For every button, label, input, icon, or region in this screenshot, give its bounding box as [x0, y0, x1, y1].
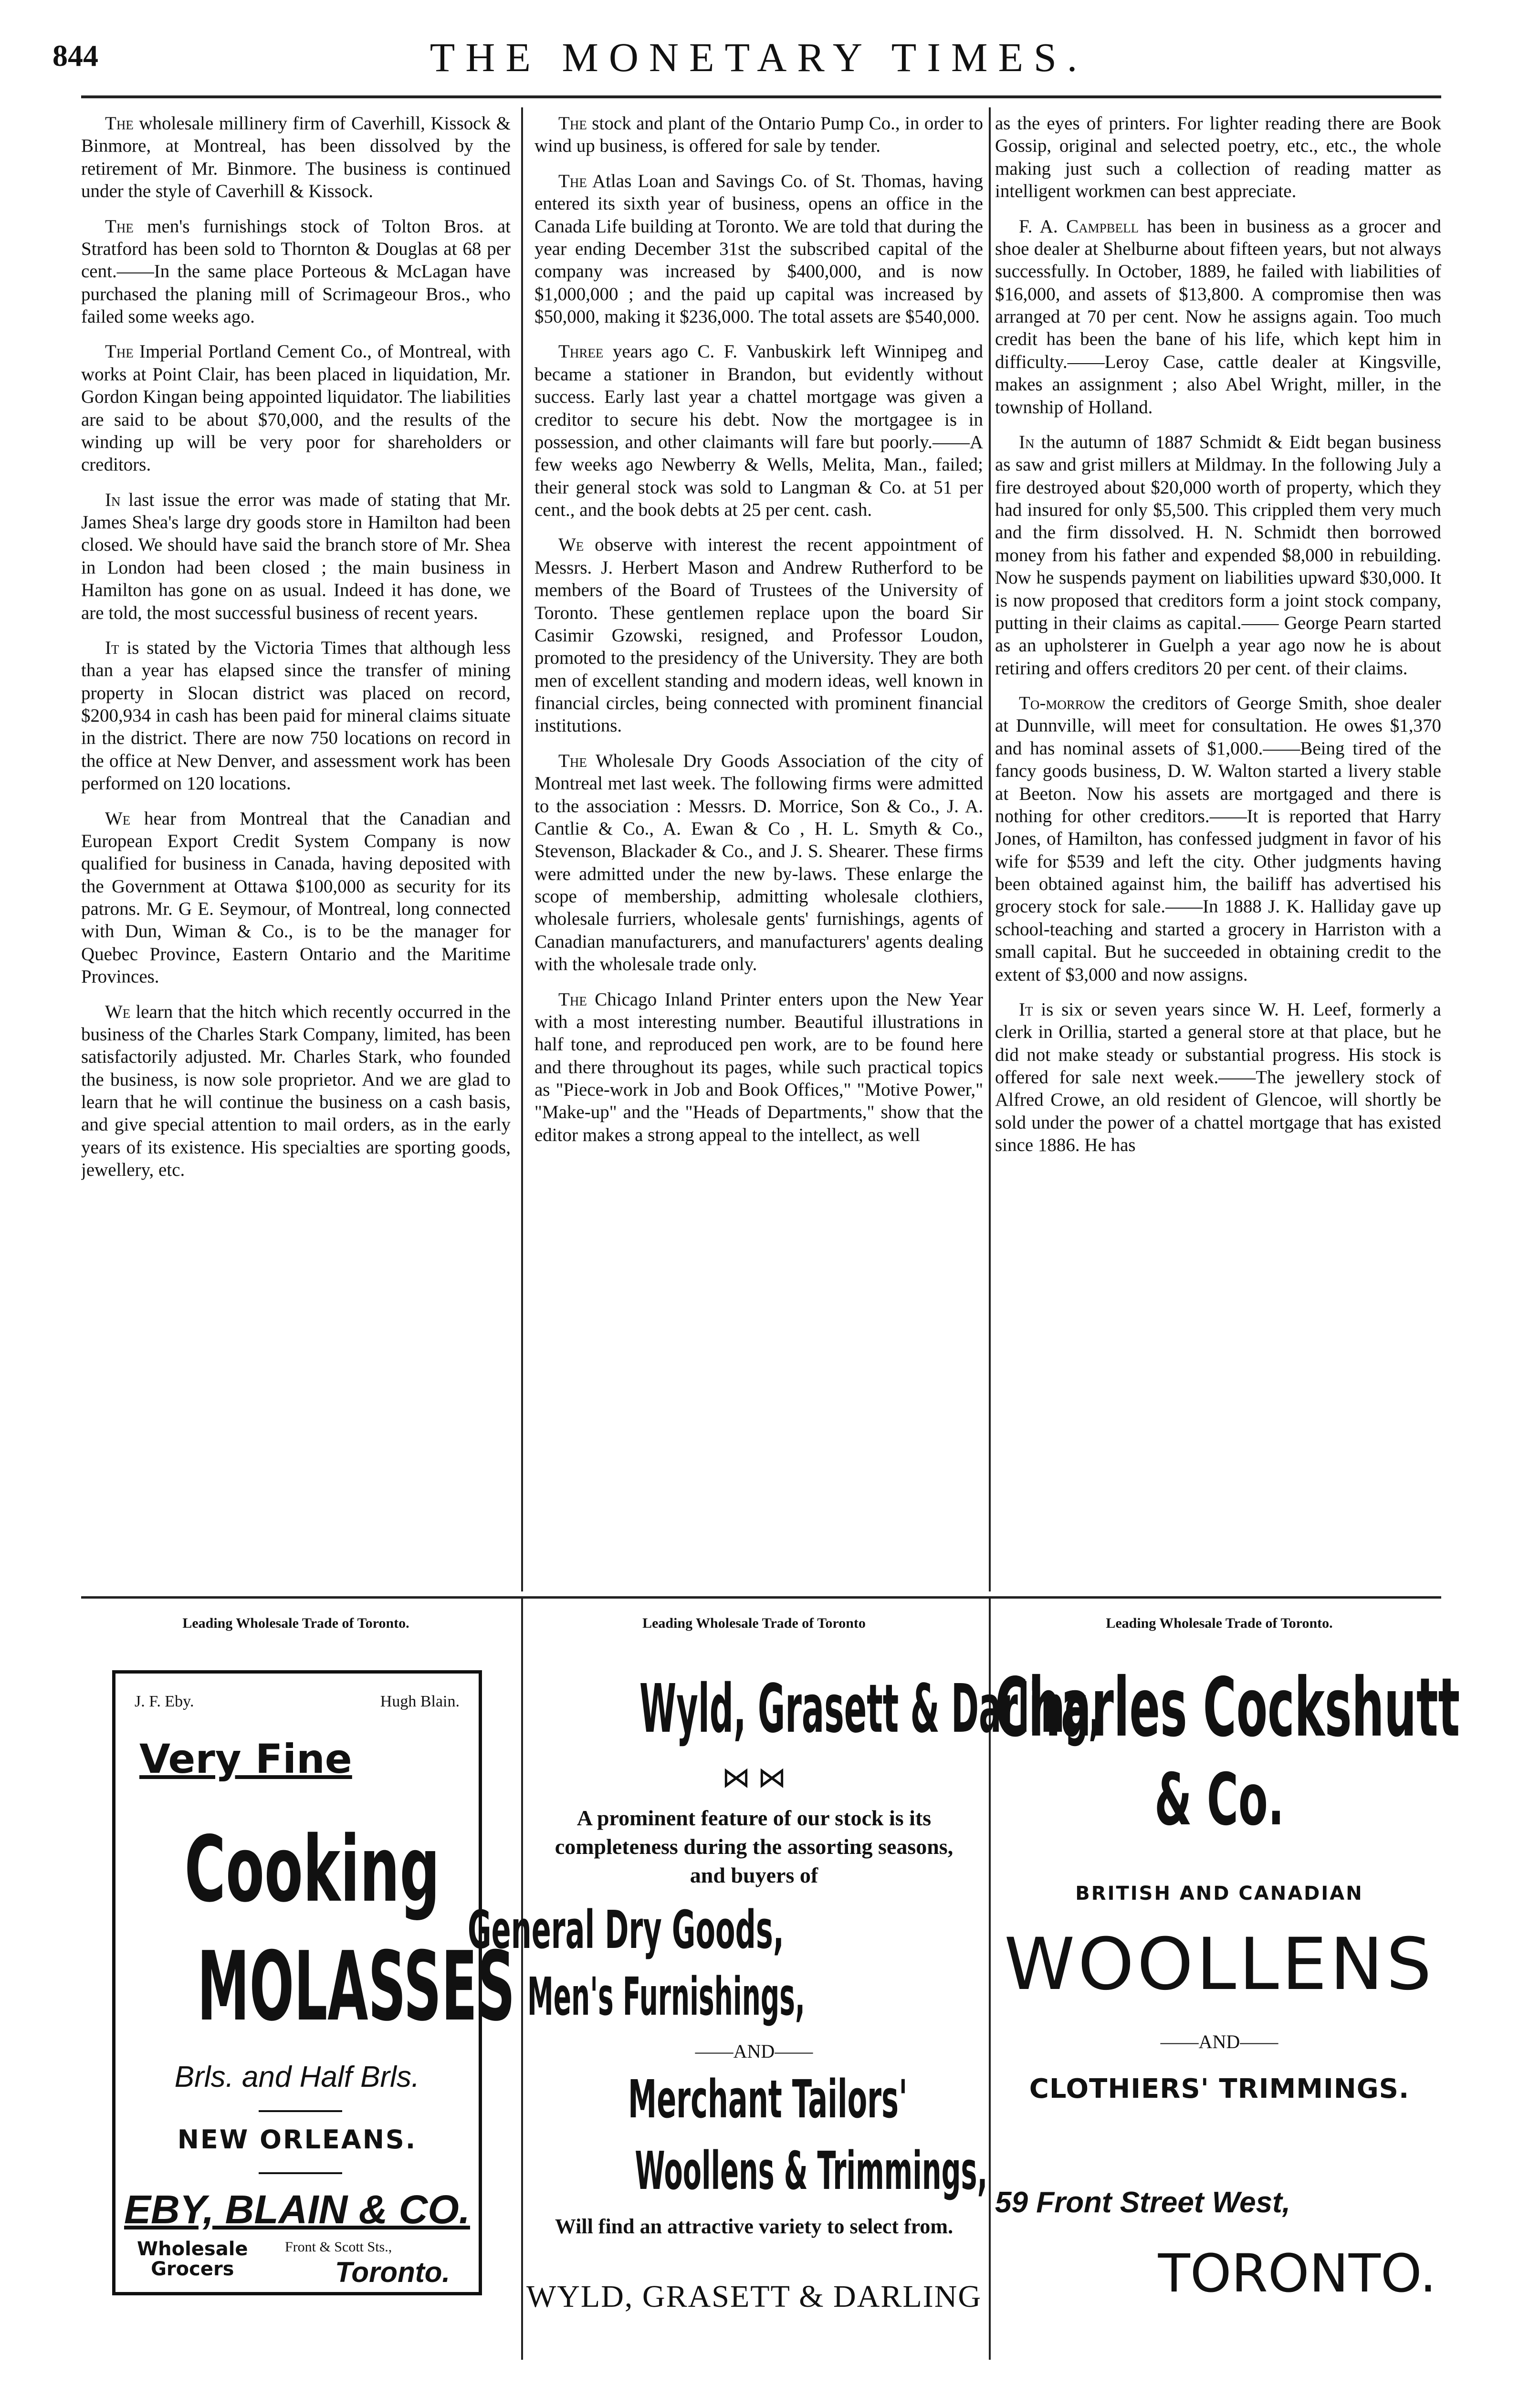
ad-divider — [521, 1596, 523, 2360]
ad-and: ——AND—— — [695, 2041, 813, 2062]
ad-line: General Dry Goods, — [468, 1899, 784, 1960]
ad-product-line: CLOTHIERS' TRIMMINGS. — [1029, 2073, 1410, 2104]
ad-heading: Leading Wholesale Trade of Toronto. — [182, 1615, 409, 1631]
paragraph-lead: We — [105, 808, 131, 829]
ad-trade-line: Wholesale — [137, 2238, 248, 2260]
article-paragraph — [81, 489, 511, 624]
ad-line: Men's Furnishings, — [527, 1966, 805, 2027]
ad-closing-text: Will find an attractive variety to select from. — [555, 2215, 953, 2238]
paragraph-text: last issue the error was made of stating that Mr. James Shea's large dry goods store in Hamilton had been closed. We should have said the branch store of Mr. Shea in London had been closed ; the main business in Hamilton has gone on as usual. Indeed it has done, we are told, the most successful business of recent years. — [81, 489, 511, 623]
paragraph-lead: The — [558, 750, 587, 771]
paragraph-lead: It — [105, 637, 119, 658]
ad-tagline: Very Fine — [139, 1736, 352, 1782]
paragraph-text: as the eyes of printers. For lighter reading there are Book Gossip, original and selected poetry, etc., etc., the whole making just such a collection of reading matter as intelligent workmen can best appreciate. — [995, 113, 1441, 202]
column-divider — [521, 107, 523, 1591]
publication-title: THE MONETARY TIMES. — [430, 34, 1088, 80]
article-column-1 — [81, 112, 511, 1570]
ad-line: Merchant Tailors' — [628, 2069, 908, 2130]
paragraph-text: hear from Montreal that the Canadian and European Export Credit System Company is now qualified for business in Canada, having deposited with the Government at Ottawa $100,000 as security for its patrons. Mr. G E. Seymour, of Montreal, long connected with Dun, Wiman & Co., is to be the manager for Quebec Province, Eastern Ontario and the Maritime Provinces. — [81, 808, 511, 987]
ad-firm-suffix: & Co. — [1154, 1758, 1284, 1842]
article-paragraph — [81, 637, 511, 795]
partner-names — [135, 1693, 460, 1711]
paragraph-text: the creditors of George Smith, shoe dealer at Dunnville, will meet for consultation. He owes $1,370 and has nominal assets of $1,000.——Being tired of the fancy goods business, D. W. Walton started a livery stable at Beeton. Now his assets are mortgaged and there is nothing for other creditors.——It is reported that Harry Jones, of Hamilton, has confessed judgment in favor of his wife for $539 and left the city. Other judgments having been obtained against him, the bailiff has advertised his grocery stock for sale.——In 1888 J. K. Halliday gave up school-teaching and started a grocery in Harriston with a small capital. But he succeeded in obtaining credit to the extent of $3,000 and now assigns. — [995, 693, 1441, 985]
article-paragraph — [534, 988, 983, 1147]
article-paragraph — [995, 431, 1441, 680]
page-header — [52, 29, 1465, 91]
partner-right: Hugh Blain. — [380, 1693, 460, 1710]
ad-and: ——AND—— — [1160, 2031, 1278, 2052]
paragraph-lead: Three — [558, 341, 604, 362]
ad-address: 59 Front Street West, — [995, 2186, 1291, 2219]
paragraph-lead: We — [558, 534, 584, 555]
ad-bottom-name: WYLD, GRASETT & DARLING — [526, 2279, 982, 2314]
paragraph-text: Chicago Inland Printer enters upon the New Year with a most interesting number. Beautiful illustrations in half tone, and reproduced pen work, are to be found here and there throughout its pages, while such practical topics as "Piece-work in Job and Book Offices," "Motive Power," "Make-up" and the "Heads of Departments," show that the editor makes a strong appeal to the intellect, as well — [534, 989, 983, 1145]
paragraph-text: learn that the hitch which recently occurred in the business of the Charles Stark Company, limited, has been satisfactorily adjusted. Mr. Charles Stark, who founded the business, is now sole proprietor. And we are glad to learn that he will continue the business on a cash basis, and give special attention to mail orders, as in the early years of its existence. His specialties are sporting goods, jewellery, etc. — [81, 1001, 511, 1181]
paragraph-lead: The — [558, 170, 587, 191]
article-column-3 — [995, 112, 1441, 1570]
paragraph-lead: In — [1019, 431, 1035, 452]
ad-product-sizes: Brls. and Half Brls. — [174, 2061, 420, 2093]
article-paragraph — [995, 998, 1441, 1157]
paragraph-text: years ago C. F. Vanbuskirk left Winnipeg and became a stationer in Brandon, but evidently without success. Early last year a chattel mortgage was given a creditor to secure his debt. Now the mortgagee is in possession, and other claimants will fare but poorly.——A few weeks ago Newberry & Wells, Melita, Man., failed; their general stock was sold to Langman & Co. at 51 per cent., and the book debts at 25 per cent. cash. — [534, 341, 983, 520]
paragraph-lead: F. A. Campbell — [1019, 216, 1139, 237]
paragraph-text: Atlas Loan and Savings Co. of St. Thomas, having entered its sixth year of business, opens an office in the Canada Life building at Toronto. We are told that during the year ending December 31st the subscribed capital of the company was increased by $400,000, and is now $1,000,000 ; and the paid up capital was increased by $50,000, making it $236,000. The total assets are $540,000. — [534, 170, 983, 327]
article-paragraph — [534, 170, 983, 328]
article-paragraph — [995, 112, 1441, 203]
ad-firm-name: Wyld, Grasett & Darling, — [639, 1670, 1101, 1748]
ad-origin: NEW ORLEANS. — [177, 2124, 417, 2155]
ad-product-name: MOLASSES — [197, 1931, 515, 2042]
header-rule — [81, 95, 1441, 98]
paragraph-lead: The — [558, 113, 587, 134]
ad-intro-text: A prominent feature of our stock is its completeness during the assorting seasons, and buyers of — [555, 1806, 953, 1887]
ads-divider — [81, 1596, 1441, 1599]
paragraph-text: stock and plant of the Ontario Pump Co., in order to wind up business, is offered for sale by tender. — [534, 113, 983, 157]
paragraph-text: Wholesale Dry Goods Association of the city of Montreal met last week. The following firms were admitted to the association : Messrs. D. Morrice, Son & Co., J. A. Cantlie & Co., A. Ewan & Co , H. L. Smyth & Co., Stevenson, Blackader & Co., and J. S. Shearer. These firms were admitted under the new by-laws. These enlarge the scope of membership, admitting wholesale clothiers, wholesale furriers, wholesale gents' furnishings, agents of Canadian manufacturers, and manufacturers' agents dealing with the wholesale trade only. — [534, 750, 983, 975]
column-divider — [989, 107, 991, 1591]
paragraph-text: has been in business as a grocer and shoe dealer at Shelburne about fifteen years, but not always successfully. In October, 1889, he failed with liabilities of $16,000, and assets of $13,800. A compromise then was arranged at 70 per cent. Now he assigns again. Too much credit has been the bane of his life, which kept him in difficulty.——Leroy Case, cattle dealer at Kingsville, makes an assignment ; also Abel Wright, miller, in the township of Holland. — [995, 216, 1441, 418]
ad-heading: Leading Wholesale Trade of Toronto — [642, 1615, 866, 1631]
paragraph-lead: We — [105, 1001, 131, 1022]
ad-product-line: Cooking — [184, 1817, 440, 1922]
ad-address: Front & Scott Sts., — [285, 2239, 392, 2255]
partner-left: J. F. Eby. — [135, 1693, 194, 1710]
article-paragraph — [534, 750, 983, 976]
ad-product-name: WOOLLENS — [1004, 1923, 1435, 2006]
advertisement-wyld-grasett — [468, 1642, 1101, 2334]
article-paragraph — [534, 340, 983, 521]
article-paragraph — [81, 807, 511, 988]
article-column-2 — [534, 112, 983, 1570]
paragraph-lead: The — [105, 216, 134, 237]
article-paragraph — [81, 112, 511, 203]
ad-city: Toronto. — [335, 2256, 450, 2288]
article-paragraph — [995, 215, 1441, 419]
article-paragraph — [534, 112, 983, 157]
article-paragraph — [81, 340, 511, 476]
paragraph-text: the autumn of 1887 Schmidt & Eidt began business as saw and grist millers at Mildmay. In the following July a fire destroyed about $20,000 worth of property, which they had insured for only $5,500. This crippled them very much and the firm dissolved. H. N. Schmidt then borrowed money from his father and expended $8,000 in rebuilding. Now he suspends payment on liabilities upward $30,000. It is now proposed that creditors form a joint stock company, putting in their claims as capital.—— George Pearn started as an upholsterer in Guelph a year ago now he is about retiring and offers creditors 20 per cent. of their claims. — [995, 431, 1441, 679]
ad-heading: Leading Wholesale Trade of Toronto. — [1106, 1615, 1333, 1631]
paragraph-text: observe with interest the recent appointment of Messrs. J. Herbert Mason and Andrew Rutherford to be members of the Board of Trustees of the University of Toronto. These gentlemen replace upon the board Sir Casimir Gzowski, resigned, and Professor Loudon, promoted to the presidency of the University. They are both men of excellent standing and modern ideas, well known in financial circles, being connected with prominent financial institutions. — [534, 534, 983, 736]
ad-rule — [259, 2172, 342, 2174]
advertisement-eby-blain — [112, 1670, 515, 2295]
article-paragraph — [995, 692, 1441, 986]
paragraph-lead: It — [1019, 999, 1033, 1020]
article-paragraph — [534, 534, 983, 737]
ad-trade — [137, 2239, 248, 2279]
advertisement-cockshutt — [995, 1642, 1460, 2334]
paragraph-lead: In — [105, 489, 121, 510]
ad-firm-name: EBY, BLAIN & CO. — [124, 2187, 470, 2232]
paragraph-text: Imperial Portland Cement Co., of Montreal, with works at Point Clair, has been placed in liquidation, Mr. Gordon Kingan being appointed liquidator. The liabilities are said to be about $70,000, and the results of the winding up will be very poor for shareholders or creditors. — [81, 341, 511, 475]
paragraph-lead: The — [558, 989, 587, 1010]
ad-firm-name: Charles Cockshutt — [995, 1661, 1460, 1755]
article-paragraph — [81, 1001, 511, 1182]
paragraph-text: is six or seven years since W. H. Leef, formerly a clerk in Orillia, started a general store at that place, but he did not make steady or substantial progress. His stock is offered for sale next week.——The jewellery stock of Alfred Crowe, an old resident of Glencoe, will shortly be sold under the power of a chattel mortgage that has existed since 1886. He has — [995, 999, 1441, 1156]
ornament-icon: ⋈ ⋈ — [722, 1762, 786, 1793]
paragraph-text: men's furnishings stock of Tolton Bros. at Stratford has been sold to Thornton & Douglas at 68 per cent.——In the same place Porteous & McLagan have purchased the planing mill of Scrimageour Bros., who failed some weeks ago. — [81, 216, 511, 327]
paragraph-lead: To-morrow — [1019, 693, 1105, 713]
page-number: 844 — [52, 39, 98, 73]
paragraph-text: is stated by the Victoria Times that although less than a year has elapsed since the transfer of mining property in Slocan district was placed on record, $200,934 in cash has been paid for mineral claims situate in the district. There are now 750 locations on record in the office at New Denver, and assessment work has been performed on 120 locations. — [81, 637, 511, 794]
ad-rule — [259, 2110, 342, 2112]
paragraph-lead: The — [105, 113, 134, 134]
ad-trade-line: Grocers — [151, 2258, 234, 2280]
ad-line: Woollens & Trimmings, — [635, 2140, 988, 2201]
ad-city: TORONTO. — [1158, 2243, 1436, 2304]
paragraph-text: wholesale millinery firm of Caverhill, Kissock & Binmore, at Montreal, has been dissolved by the retirement of Mr. Binmore. The business is continued under the style of Caverhill & Kissock. — [81, 113, 511, 202]
ad-subtitle: BRITISH AND CANADIAN — [1075, 1883, 1363, 1905]
article-paragraph — [81, 215, 511, 328]
paragraph-lead: The — [105, 341, 134, 362]
